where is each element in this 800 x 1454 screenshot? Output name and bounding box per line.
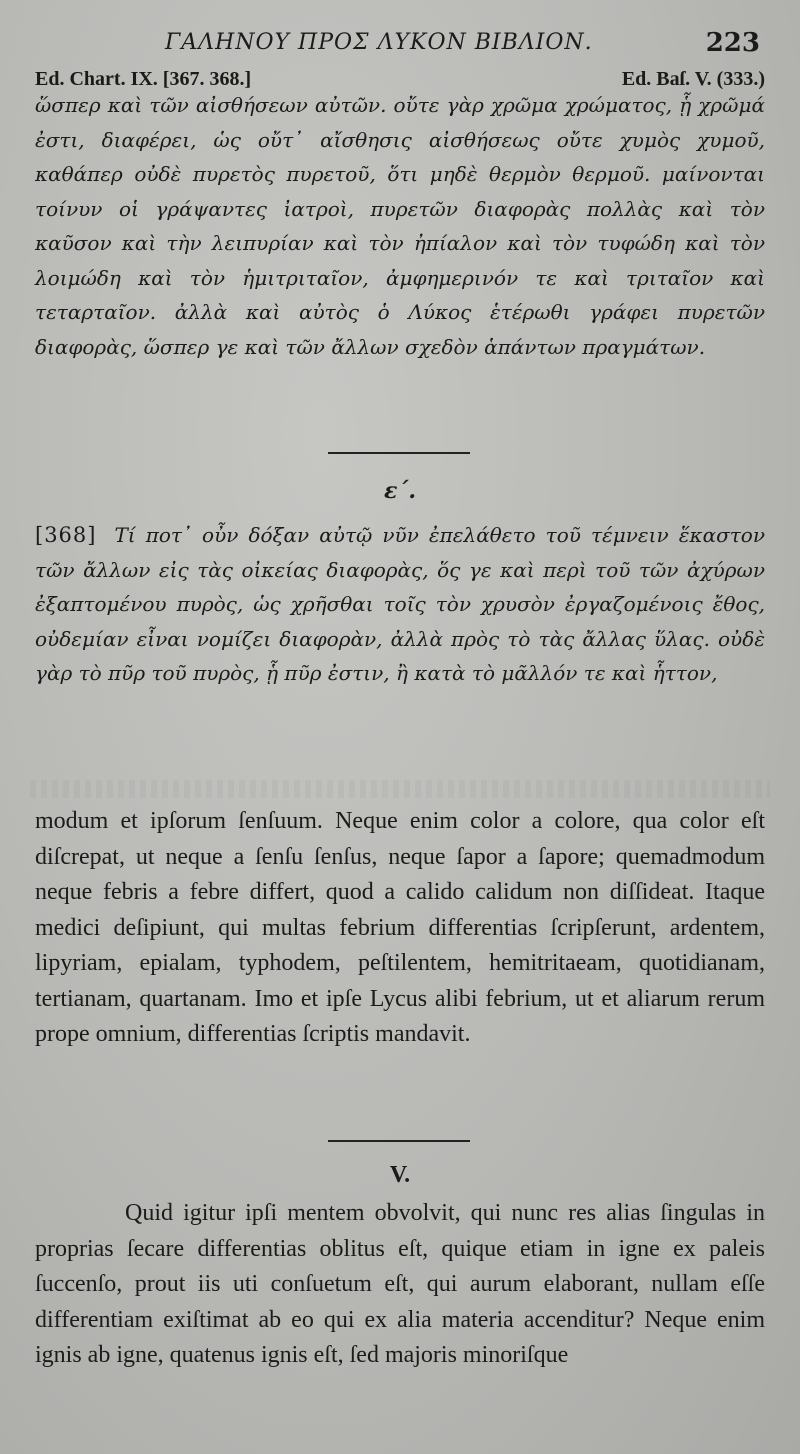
- section-divider-rule: [328, 452, 470, 454]
- show-through-texture: [30, 780, 770, 798]
- latin-paragraph-1: modum et ipſorum ſenſuum. Neque enim color a colore, qua color eſt diſcrepat, ut neque a ſenſu ſenſus, neque ſapor a ſapore; quemadmodum neque febris a febre differt, quod a calido calidum non diſſideat. Itaque medici deſipiunt, qui multas febrium differentias ſcripſerunt, ardentem, lipyriam, epialam, typhodem, peſtilentem, hemitritaeam, quotidianam, tertianam, quartanam. Imo et ipſe Lycus alibi febrium, ut et aliarum rerum prope omnium, differentias ſcriptis mandavit.: [35, 808, 765, 1047]
- running-head-title: ΓΑΛΗΝΟΥ ΠΡΟΣ ΛΥΚΟΝ ΒΙΒΛΙΟΝ.: [165, 30, 593, 55]
- latin-section-number: V.: [389, 1162, 411, 1188]
- page-number: 223: [705, 28, 760, 58]
- running-head: [0, 30, 800, 64]
- latin-paragraph-2: Quid igitur ipſi mentem obvolvit, qui nunc res alias ſingulas in proprias ſecare differentias oblitus eſt, quique etiam in igne ex paleis ſuccenſo, prout iis uti conſuetum eſt, qui aurum elaborant, nullam eſſe differentiam exiſtimat ab eo qui ex alia materia accenditur? Neque enim ignis ab igne, quatenus ignis eſt, ſed majoris minoriſque: [35, 1200, 765, 1368]
- greek-paragraph-1: ὥσπερ καὶ τῶν αἰσθήσεων αὐτῶν. οὔτε γὰρ χρῶμα χρώματος, ᾗ χρῶμά ἐστι, διαφέρει, ὡς οὔτ᾽ αἴσθησις αἰσθήσεως οὔτε χυμὸς χυμοῦ, καθάπερ οὐδὲ πυρετὸς πυρετοῦ, ὅτι μηδὲ θερμὸν θερμοῦ. μαίνονται τοίνυν οἱ γράψαντες ἰατροὶ, πυρετῶν διαφορὰς πολλὰς καὶ τὸν καῦσον καὶ τὴν λειπυρίαν καὶ τὸν ἠπίαλον καὶ τὸν τυφώδη καὶ τὸν λοιμώδη καὶ τὸν ἡμιτριταῖον, ἀμφημερινόν τε καὶ τριταῖον καὶ τεταρταῖον. ἀλλὰ καὶ αὐτὸς ὁ Λύκος ἑτέρωθι γράφει πυρετῶν διαφορὰς, ὥσπερ γε καὶ τῶν ἄλλων σχεδὸν ἁπάντων πραγμάτων.: [35, 93, 765, 359]
- chapter-page-reference: [368]: [35, 523, 97, 547]
- edition-reference-basel: Ed. Baſ. V. (333.): [621, 68, 765, 90]
- section-divider-rule: [328, 1140, 470, 1142]
- greek-paragraph-2-text: Τί ποτ᾽ οὖν δόξαν αὐτῷ νῦν ἐπελάθετο τοῦ τέμνειν ἕκαστον τῶν ἄλλων εἰς τὰς οἰκείας διαφορὰς, ὅς γε καὶ περὶ τοῦ τῶν ἀχύρων ἐξαπτομένου πυρὸς, ὡς χρῆσθαι τοῖς τὸν χρυσὸν ἐργαζομένοις ἔθος, οὐδεμίαν εἶναι νομίζει διαφορὰν, ἀλλὰ πρὸς τὸ τὰς ἄλλας ὕλας. οὐδὲ γὰρ τὸ πῦρ τοῦ πυρὸς, ᾗ πῦρ ἐστιν, ἢ κατὰ τὸ μᾶλλόν τε καὶ ἧττον,: [35, 523, 765, 685]
- edition-reference-chartier: Ed. Chart. IX. [367. 368.]: [35, 68, 252, 90]
- greek-section-number: ε΄.: [383, 478, 417, 504]
- greek-paragraph-2: [35, 518, 765, 691]
